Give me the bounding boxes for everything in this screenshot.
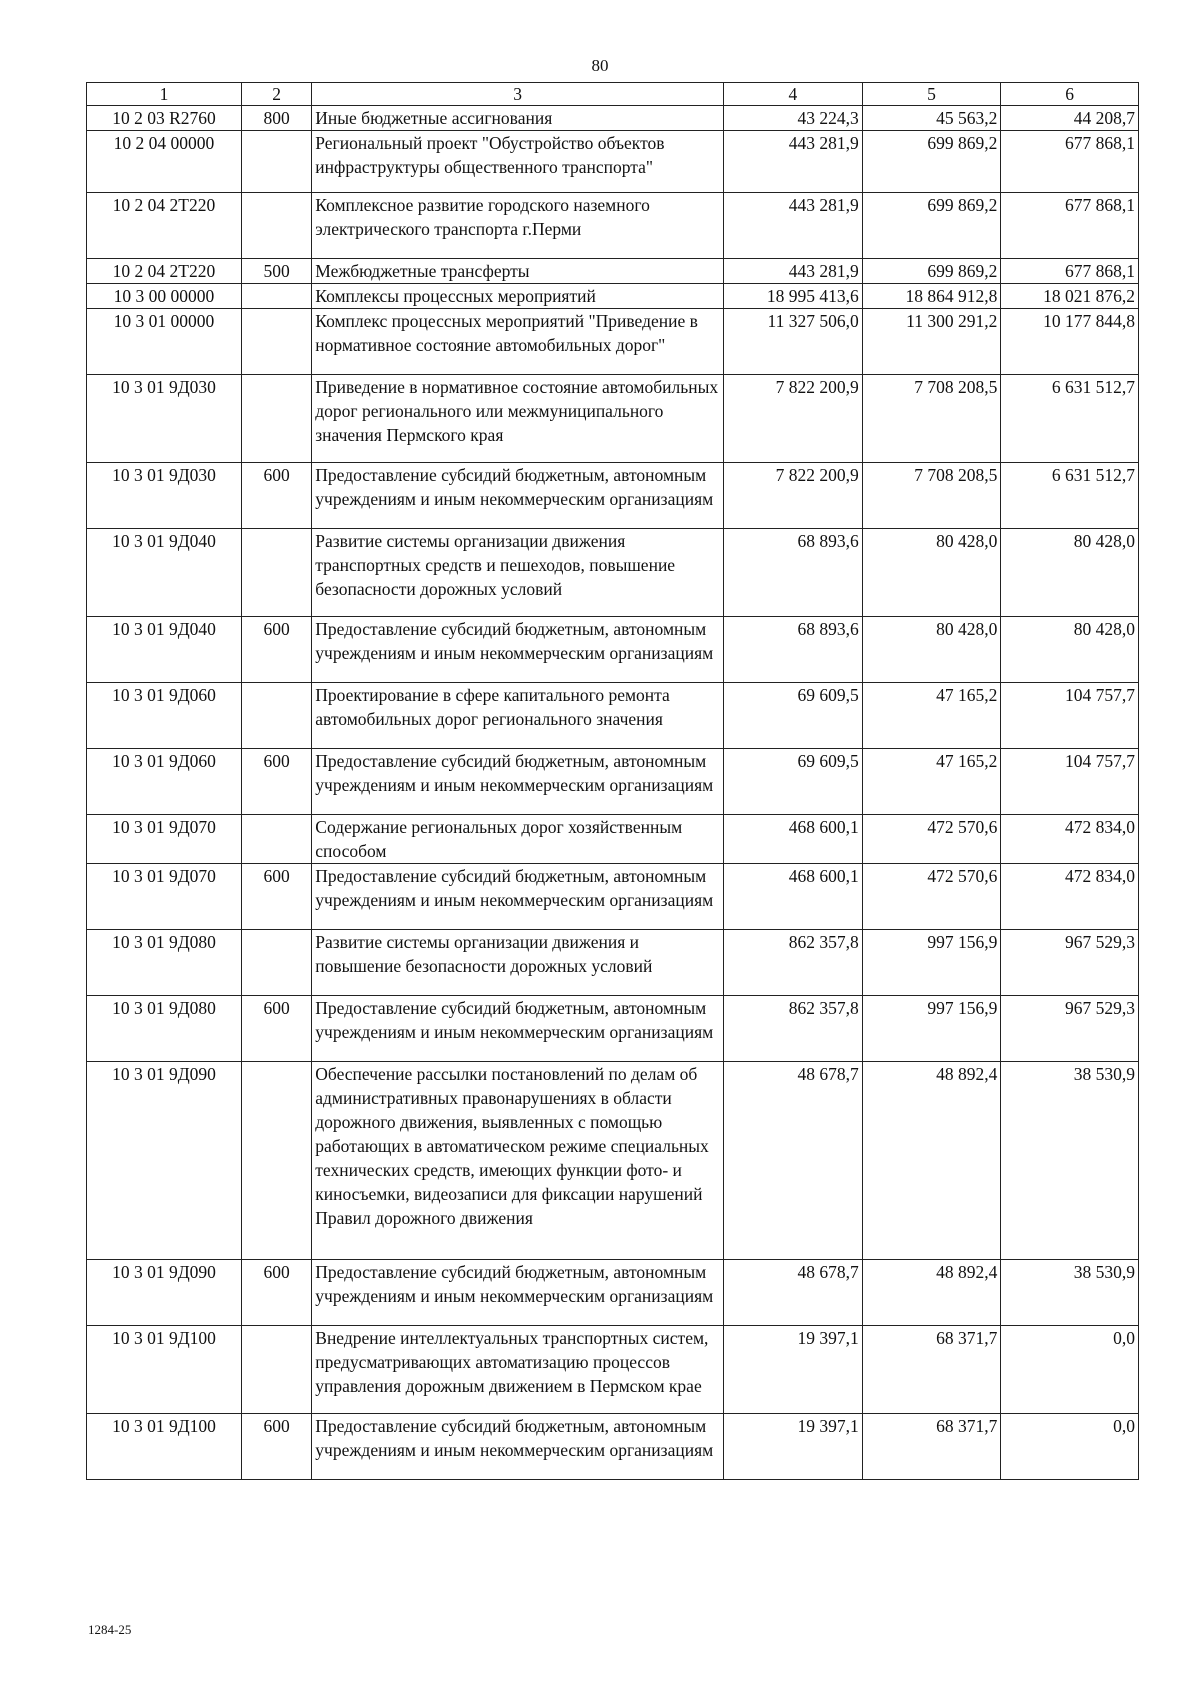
row-value-col5: 48 892,4	[862, 1062, 1001, 1260]
document-code: 1284-25	[88, 1622, 132, 1637]
row-value-col5: 18 864 912,8	[862, 284, 1001, 309]
row-type-cell	[241, 683, 311, 749]
row-code-cell: 10 3 01 9Д060	[87, 683, 242, 749]
row-value-col5: 7 708 208,5	[862, 375, 1001, 463]
row-value-col4: 48 678,7	[724, 1260, 863, 1326]
row-value-col5: 472 570,6	[862, 864, 1001, 930]
table-row	[87, 996, 1139, 1062]
table-row	[87, 683, 1139, 749]
row-value-col5: 699 869,2	[862, 193, 1001, 259]
row-code-cell: 10 3 01 9Д090	[87, 1260, 242, 1326]
row-value-col6: 38 530,9	[1001, 1260, 1139, 1326]
table-row	[87, 131, 1139, 193]
row-name-cell: Предоставление субсидий бюджетным, автономным учреждениям и иным некоммерческим организациям	[312, 463, 724, 529]
row-value-col6: 80 428,0	[1001, 529, 1139, 617]
row-code-cell: 10 2 04 00000	[87, 131, 242, 193]
row-type-cell: 600	[241, 1414, 311, 1480]
row-type-cell	[241, 815, 311, 864]
row-value-col6: 18 021 876,2	[1001, 284, 1139, 309]
row-type-cell: 600	[241, 864, 311, 930]
row-code-cell: 10 3 01 9Д060	[87, 749, 242, 815]
row-code-cell: 10 3 01 9Д040	[87, 529, 242, 617]
row-name-cell: Предоставление субсидий бюджетным, автономным учреждениям и иным некоммерческим организациям	[312, 1260, 724, 1326]
row-name-cell: Комплекс процессных мероприятий "Приведение в нормативное состояние автомобильных дорог"	[312, 309, 724, 375]
table-row	[87, 749, 1139, 815]
row-name-cell: Внедрение интеллектуальных транспортных систем, предусматривающих автоматизацию процессов управления дорожным движением в Пермском крае	[312, 1326, 724, 1414]
row-value-col6: 967 529,3	[1001, 996, 1139, 1062]
row-name-cell: Обеспечение рассылки постановлений по делам об административных правонарушениях в области дорожного движения, выявленных с помощью работающих в автоматическом режиме специальных технических средств, имеющих функции фото- и киносъемки, видеозаписи для фиксации нарушений Правил дорожного движения	[312, 1062, 724, 1260]
row-value-col5: 699 869,2	[862, 259, 1001, 284]
row-value-col4: 7 822 200,9	[724, 463, 863, 529]
row-value-col5: 11 300 291,2	[862, 309, 1001, 375]
row-value-col4: 468 600,1	[724, 815, 863, 864]
row-value-col5: 45 563,2	[862, 106, 1001, 131]
row-type-cell: 600	[241, 996, 311, 1062]
table-row	[87, 106, 1139, 131]
row-value-col6: 104 757,7	[1001, 749, 1139, 815]
table-body	[87, 106, 1139, 1480]
row-name-cell: Комплексное развитие городского наземного электрического транспорта г.Перми	[312, 193, 724, 259]
row-name-cell: Предоставление субсидий бюджетным, автономным учреждениям и иным некоммерческим организациям	[312, 617, 724, 683]
row-code-cell: 10 2 03 R2760	[87, 106, 242, 131]
row-type-cell: 500	[241, 259, 311, 284]
row-value-col4: 68 893,6	[724, 617, 863, 683]
row-value-col4: 7 822 200,9	[724, 375, 863, 463]
table-row	[87, 1414, 1139, 1480]
table-header-row	[87, 83, 1139, 106]
row-value-col5: 47 165,2	[862, 683, 1001, 749]
table-row	[87, 284, 1139, 309]
row-value-col5: 997 156,9	[862, 996, 1001, 1062]
row-value-col4: 443 281,9	[724, 131, 863, 193]
table-row	[87, 529, 1139, 617]
row-type-cell: 600	[241, 1260, 311, 1326]
row-value-col4: 19 397,1	[724, 1326, 863, 1414]
row-value-col4: 69 609,5	[724, 683, 863, 749]
row-value-col4: 862 357,8	[724, 996, 863, 1062]
row-code-cell: 10 3 01 9Д040	[87, 617, 242, 683]
table-row	[87, 1260, 1139, 1326]
row-type-cell	[241, 284, 311, 309]
table-row	[87, 617, 1139, 683]
row-code-cell: 10 3 01 9Д100	[87, 1414, 242, 1480]
row-value-col6: 6 631 512,7	[1001, 375, 1139, 463]
row-value-col6: 0,0	[1001, 1414, 1139, 1480]
row-value-col6: 472 834,0	[1001, 864, 1139, 930]
table-row	[87, 930, 1139, 996]
row-name-cell: Предоставление субсидий бюджетным, автономным учреждениям и иным некоммерческим организациям	[312, 1414, 724, 1480]
column-header: 6	[1001, 83, 1139, 106]
row-name-cell: Иные бюджетные ассигнования	[312, 106, 724, 131]
row-type-cell	[241, 1062, 311, 1260]
row-value-col5: 68 371,7	[862, 1414, 1001, 1480]
table-row	[87, 375, 1139, 463]
row-type-cell	[241, 309, 311, 375]
row-value-col6: 10 177 844,8	[1001, 309, 1139, 375]
row-code-cell: 10 3 01 9Д070	[87, 864, 242, 930]
row-code-cell: 10 3 01 9Д090	[87, 1062, 242, 1260]
column-header: 1	[87, 83, 242, 106]
row-value-col5: 47 165,2	[862, 749, 1001, 815]
row-value-col5: 472 570,6	[862, 815, 1001, 864]
row-name-cell: Предоставление субсидий бюджетным, автономным учреждениям и иным некоммерческим организациям	[312, 996, 724, 1062]
row-name-cell: Комплексы процессных мероприятий	[312, 284, 724, 309]
row-code-cell: 10 3 01 9Д080	[87, 930, 242, 996]
row-value-col4: 68 893,6	[724, 529, 863, 617]
row-value-col6: 38 530,9	[1001, 1062, 1139, 1260]
row-name-cell: Развитие системы организации движения и повышение безопасности дорожных условий	[312, 930, 724, 996]
row-type-cell: 600	[241, 463, 311, 529]
row-value-col5: 997 156,9	[862, 930, 1001, 996]
row-value-col5: 80 428,0	[862, 617, 1001, 683]
table-row	[87, 463, 1139, 529]
row-name-cell: Предоставление субсидий бюджетным, автономным учреждениям и иным некоммерческим организациям	[312, 749, 724, 815]
row-value-col6: 677 868,1	[1001, 259, 1139, 284]
row-value-col5: 699 869,2	[862, 131, 1001, 193]
row-value-col4: 19 397,1	[724, 1414, 863, 1480]
row-value-col6: 44 208,7	[1001, 106, 1139, 131]
row-name-cell: Приведение в нормативное состояние автомобильных дорог регионального или межмуниципального значения Пермского края	[312, 375, 724, 463]
column-header: 2	[241, 83, 311, 106]
row-type-cell	[241, 1326, 311, 1414]
table-row	[87, 1326, 1139, 1414]
row-type-cell	[241, 529, 311, 617]
row-value-col6: 677 868,1	[1001, 193, 1139, 259]
row-value-col4: 862 357,8	[724, 930, 863, 996]
row-value-col4: 43 224,3	[724, 106, 863, 131]
table-row	[87, 864, 1139, 930]
row-name-cell: Предоставление субсидий бюджетным, автономным учреждениям и иным некоммерческим организациям	[312, 864, 724, 930]
row-value-col6: 80 428,0	[1001, 617, 1139, 683]
row-code-cell: 10 3 01 9Д080	[87, 996, 242, 1062]
row-name-cell: Проектирование в сфере капитального ремонта автомобильных дорог регионального значения	[312, 683, 724, 749]
row-value-col5: 68 371,7	[862, 1326, 1001, 1414]
table-row	[87, 259, 1139, 284]
row-code-cell: 10 3 01 00000	[87, 309, 242, 375]
row-type-cell	[241, 930, 311, 996]
row-name-cell: Содержание региональных дорог хозяйственным способом	[312, 815, 724, 864]
table-row	[87, 193, 1139, 259]
row-value-col6: 6 631 512,7	[1001, 463, 1139, 529]
row-value-col4: 443 281,9	[724, 193, 863, 259]
row-value-col4: 443 281,9	[724, 259, 863, 284]
row-type-cell: 600	[241, 617, 311, 683]
column-header: 3	[312, 83, 724, 106]
table-row	[87, 309, 1139, 375]
row-type-cell	[241, 193, 311, 259]
row-name-cell: Межбюджетные трансферты	[312, 259, 724, 284]
row-value-col6: 967 529,3	[1001, 930, 1139, 996]
row-value-col4: 48 678,7	[724, 1062, 863, 1260]
row-value-col4: 69 609,5	[724, 749, 863, 815]
row-value-col6: 472 834,0	[1001, 815, 1139, 864]
column-header: 4	[724, 83, 863, 106]
row-value-col6: 677 868,1	[1001, 131, 1139, 193]
row-code-cell: 10 3 00 00000	[87, 284, 242, 309]
row-value-col4: 18 995 413,6	[724, 284, 863, 309]
budget-table	[86, 82, 1139, 1480]
row-value-col4: 468 600,1	[724, 864, 863, 930]
row-code-cell: 10 3 01 9Д100	[87, 1326, 242, 1414]
row-type-cell: 800	[241, 106, 311, 131]
row-code-cell: 10 2 04 2Т220	[87, 193, 242, 259]
row-code-cell: 10 3 01 9Д030	[87, 375, 242, 463]
row-value-col6: 0,0	[1001, 1326, 1139, 1414]
row-value-col6: 104 757,7	[1001, 683, 1139, 749]
row-code-cell: 10 3 01 9Д070	[87, 815, 242, 864]
row-type-cell: 600	[241, 749, 311, 815]
row-name-cell: Региональный проект "Обустройство объектов инфраструктуры общественного транспорта"	[312, 131, 724, 193]
row-code-cell: 10 3 01 9Д030	[87, 463, 242, 529]
column-header: 5	[862, 83, 1001, 106]
table-row	[87, 1062, 1139, 1260]
row-type-cell	[241, 131, 311, 193]
row-value-col5: 48 892,4	[862, 1260, 1001, 1326]
row-code-cell: 10 2 04 2Т220	[87, 259, 242, 284]
page-number: 80	[591, 56, 609, 75]
row-type-cell	[241, 375, 311, 463]
table-row	[87, 815, 1139, 864]
row-name-cell: Развитие системы организации движения транспортных средств и пешеходов, повышение безопасности дорожных условий	[312, 529, 724, 617]
row-value-col5: 80 428,0	[862, 529, 1001, 617]
row-value-col4: 11 327 506,0	[724, 309, 863, 375]
row-value-col5: 7 708 208,5	[862, 463, 1001, 529]
